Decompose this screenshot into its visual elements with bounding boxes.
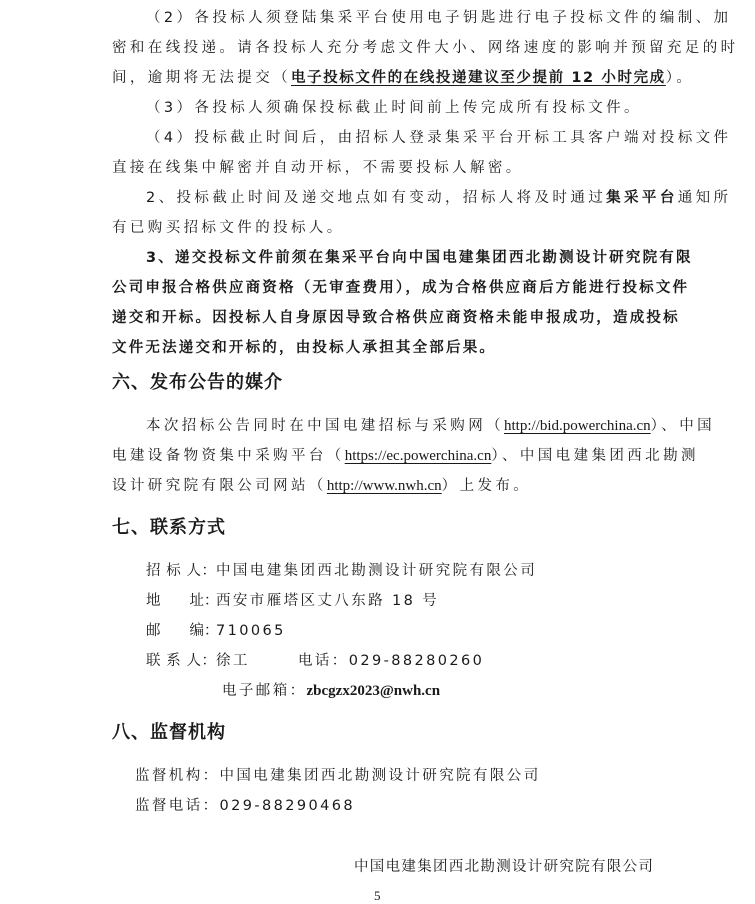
postcode-row — [146, 621, 286, 641]
contact-value: 徐工 — [216, 653, 250, 669]
item3: （3）各投标人须确保投标截止时间前上传完成所有投标文件。 — [146, 100, 642, 116]
contact-row — [146, 651, 484, 671]
contact-label: 联 系 人： — [146, 653, 216, 669]
tenderer-row — [146, 561, 537, 581]
postcode-label: 邮 编： — [146, 623, 219, 639]
item2-line1: （2）各投标人须登陆集采平台使用电子钥匙进行电子投标文件的编制、加 — [146, 10, 732, 26]
postcode-value: 710065 — [216, 623, 286, 639]
email-label: 电子邮箱： — [222, 683, 307, 699]
s6-line2-pre: 电建设备物资集中采购平台（ — [112, 448, 345, 464]
section8-heading: 八、监督机构 — [112, 722, 226, 743]
section7-heading: 七、联系方式 — [112, 517, 226, 538]
email-value[interactable]: zbcgzx2023@nwh.cn — [306, 683, 441, 699]
point2-line2: 有已购买招标文件的投标人。 — [112, 220, 345, 236]
supervisor-phone-label: 监督电话： — [135, 798, 220, 814]
supervisor-phone-value: 029-88290468 — [219, 798, 356, 814]
item2-line3-post: ）。 — [665, 70, 695, 86]
link-ec-powerchina[interactable]: https://ec.powerchina.cn — [344, 448, 492, 464]
point3-line4: 文件无法递交和开标的，由投标人承担其全部后果。 — [112, 340, 497, 356]
phone-label: 电话： — [298, 653, 349, 669]
point2-line1 — [146, 188, 732, 208]
tenderer-value: 中国电建集团西北勘测设计研究院有限公司 — [216, 563, 538, 579]
supervisor-phone-row — [135, 796, 355, 816]
s6-line1-post: ）、中国 — [650, 418, 715, 434]
item4-line1: （4）投标截止时间后，由招标人登录集采平台开标工具客户端对投标文件 — [146, 130, 732, 146]
point3-line2: 公司申报合格供应商资格（无审查费用），成为合格供应商后方能进行投标文件 — [112, 280, 690, 296]
section6-heading: 六、发布公告的媒介 — [112, 372, 283, 393]
point2-post: 通知所 — [677, 190, 732, 206]
footer-company: 中国电建集团西北勘测设计研究院有限公司 — [354, 859, 655, 875]
item2-line3-pre: 间，逾期将无法提交（ — [112, 70, 291, 86]
link-nwh[interactable]: http://www.nwh.cn — [326, 478, 442, 494]
tenderer-label: 招 标 人： — [146, 563, 216, 579]
email-row — [222, 681, 440, 701]
item2-emphasis: 电子投标文件的在线投递建议至少提前 12 小时完成 — [291, 70, 666, 86]
s6-line3-post: ）上发布。 — [441, 478, 532, 494]
point2-bold: 集采平台 — [606, 190, 678, 206]
phone-value: 029-88280260 — [348, 653, 485, 669]
item2-line3 — [112, 68, 695, 88]
s6-line2-post: ）、中国电建集团西北勘测 — [491, 448, 699, 464]
section6-line2 — [112, 446, 699, 466]
address-row — [146, 591, 439, 611]
supervisor-org-row — [135, 766, 541, 786]
s6-line1-pre: 本次招标公告同时在中国电建招标与采购网（ — [146, 418, 504, 434]
supervisor-org-value: 中国电建集团西北勘测设计研究院有限公司 — [219, 768, 541, 784]
item4-line2: 直接在线集中解密并自动开标，不需要投标人解密。 — [112, 160, 524, 176]
item2-line2: 密和在线投递。请各投标人充分考虑文件大小、网络速度的影响并预留充足的时 — [112, 40, 739, 56]
address-value: 西安市雁塔区丈八东路 18 号 — [216, 593, 440, 609]
supervisor-org-label: 监督机构： — [135, 768, 220, 784]
address-label: 地 址： — [146, 593, 219, 609]
s6-line3-pre: 设计研究院有限公司网站（ — [112, 478, 327, 494]
point3-line3: 递交和开标。因投标人自身原因导致合格供应商资格未能申报成功，造成投标 — [112, 310, 680, 326]
section6-line1 — [146, 416, 715, 436]
link-bid-powerchina[interactable]: http://bid.powerchina.cn — [504, 418, 651, 434]
point3-line1: 3、递交投标文件前须在集采平台向中国电建集团西北勘测设计研究院有限 — [146, 250, 693, 266]
section6-line3 — [112, 476, 643, 496]
page-number: 5 — [374, 888, 381, 903]
point2-pre: 2、投标截止时间及递交地点如有变动，招标人将及时通过 — [146, 190, 607, 206]
